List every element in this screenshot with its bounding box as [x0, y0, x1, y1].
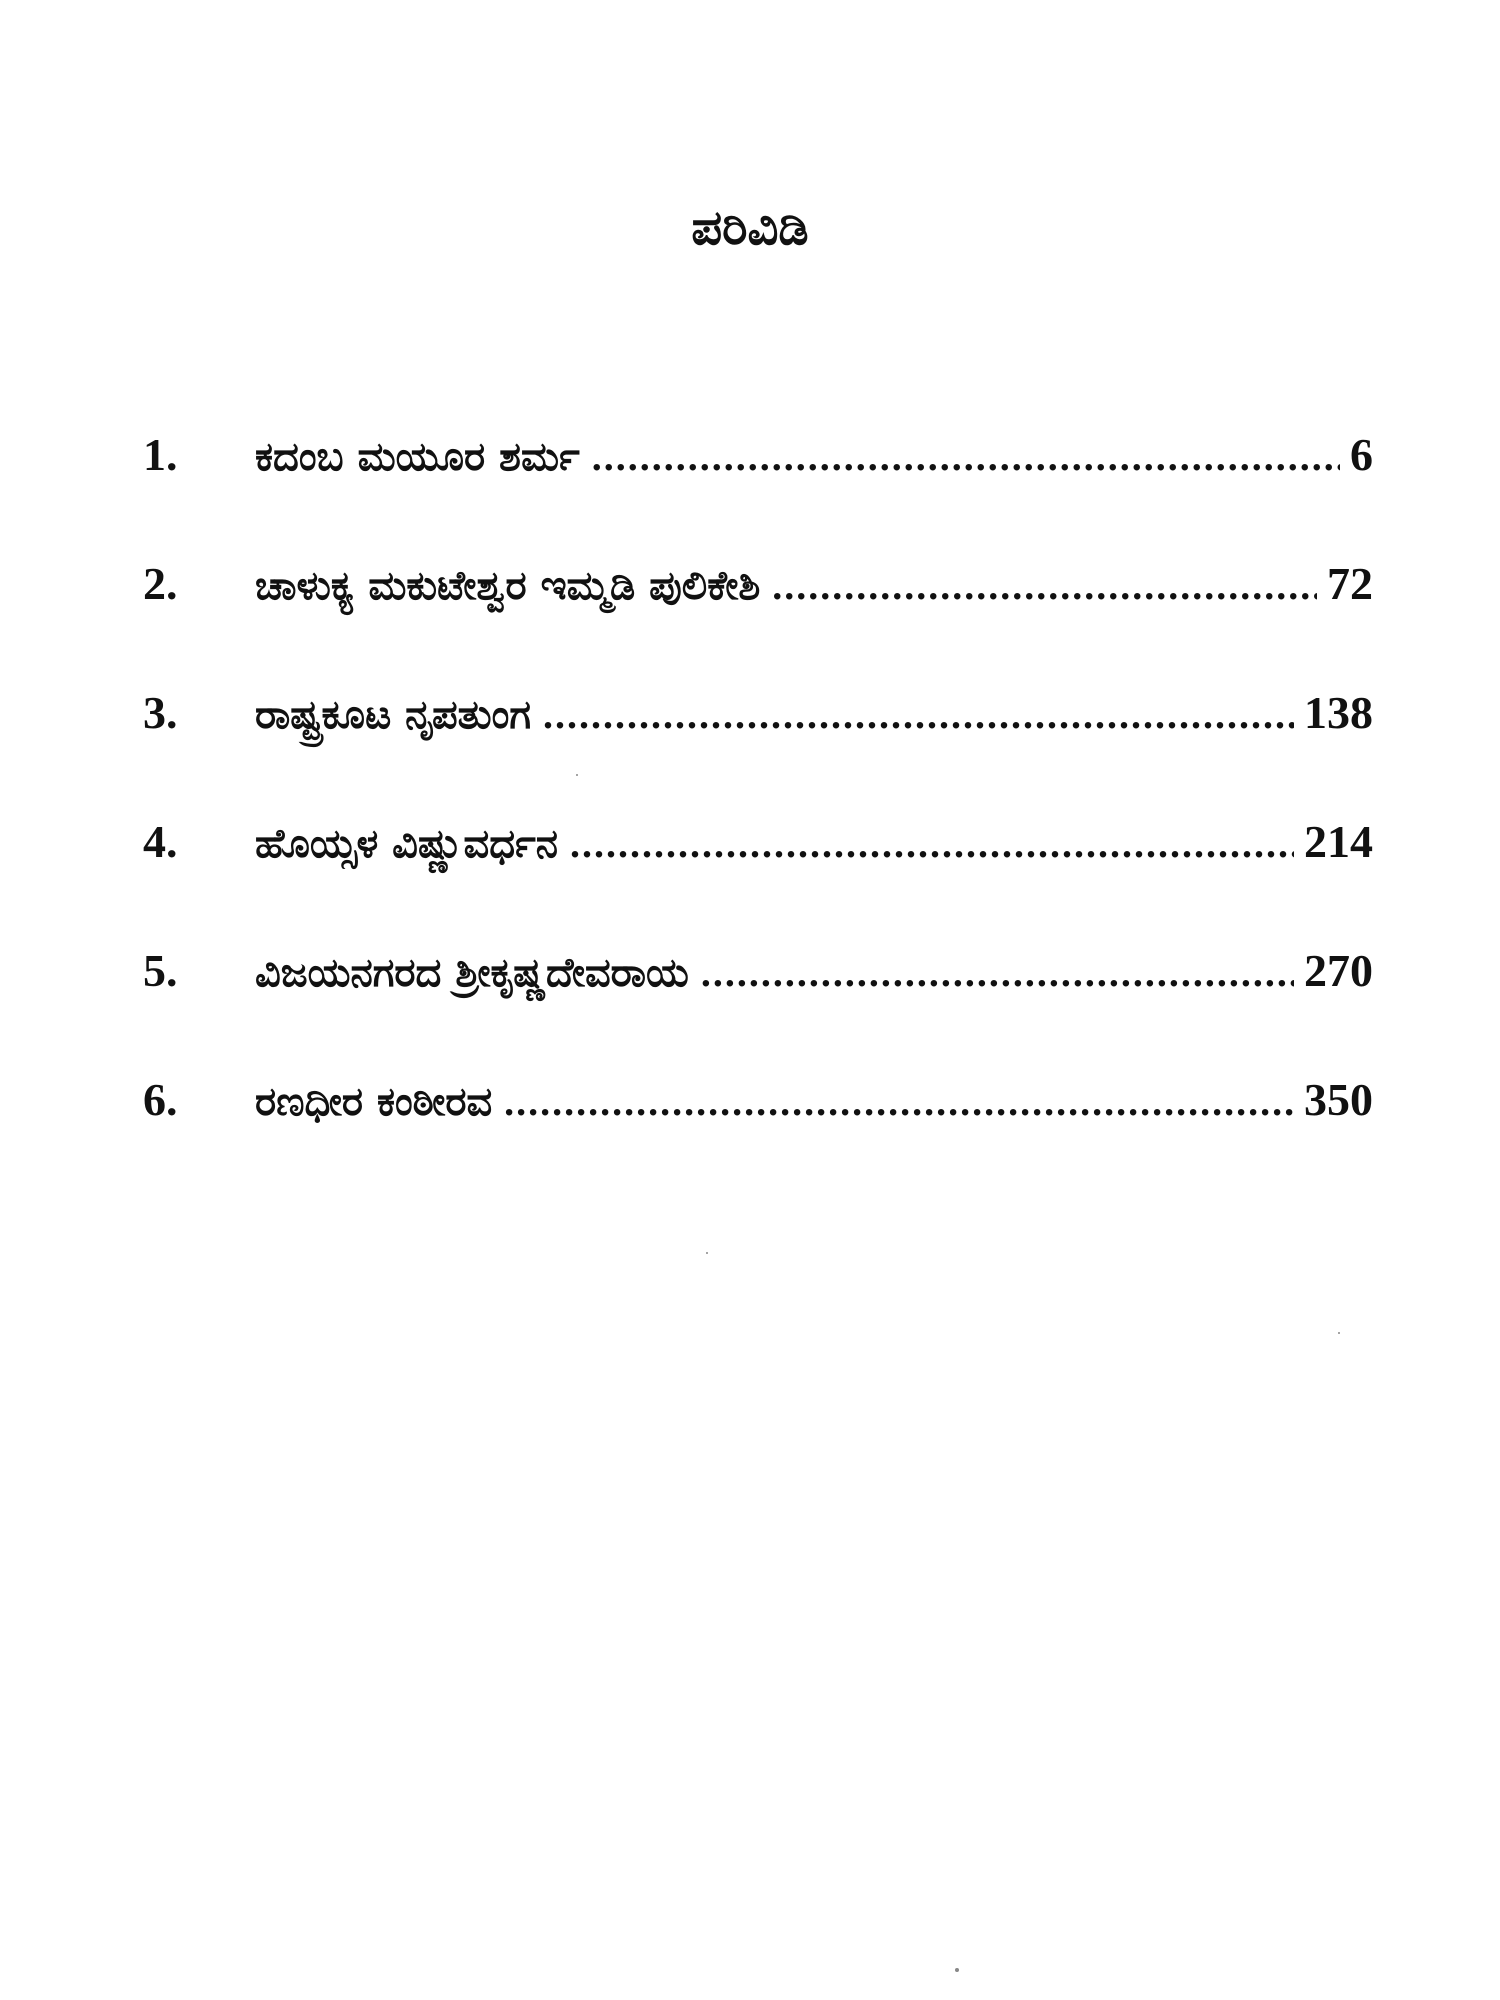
toc-entry [143, 428, 1373, 557]
dot-leader [504, 1078, 1294, 1125]
toc-entry [143, 1073, 1373, 1202]
entry-title: ಚಾಳುಕ್ಯ ಮಕುಟೇಶ್ವರ ಇಮ್ಮಡಿ ಪುಲಿಕೇಶಿ [255, 563, 761, 609]
dot-leader [543, 691, 1294, 738]
scan-speck [955, 1968, 959, 1972]
entry-number: 1. [143, 429, 178, 480]
dot-leader [772, 562, 1317, 609]
entry-number: 2. [143, 558, 178, 609]
entry-title: ಹೊಯ್ಸಳ ವಿಷ್ಣುವರ್ಧನ [255, 821, 559, 867]
entry-page-number: 350 [1304, 1074, 1373, 1125]
entry-page-number: 72 [1327, 558, 1373, 609]
entry-title: ಕದಂಬ ಮಯೂರ ಶರ್ಮ [255, 434, 580, 480]
entry-page-number: 138 [1304, 687, 1373, 738]
entry-title: ವಿಜಯನಗರದ ಶ್ರೀಕೃಷ್ಣದೇವರಾಯ [255, 950, 689, 996]
toc-entry [143, 686, 1373, 815]
entry-title: ರಣಧೀರ ಕಂಠೀರವ [255, 1079, 493, 1125]
entry-number: 4. [143, 816, 178, 867]
entry-title: ರಾಷ್ಟ್ರಕೂಟ ನೃಪತುಂಗ [255, 692, 531, 738]
toc-entry [143, 944, 1373, 1073]
entry-number: 6. [143, 1074, 178, 1125]
scan-speck [576, 774, 578, 776]
entry-page-number: 270 [1304, 945, 1373, 996]
entry-page-number: 6 [1350, 429, 1373, 480]
dot-leader [592, 433, 1340, 480]
toc-entry [143, 815, 1373, 944]
dot-leader [701, 949, 1294, 996]
entry-number: 5. [143, 945, 178, 996]
scan-speck [1338, 1332, 1340, 1334]
dot-leader [570, 820, 1294, 867]
toc-list [143, 428, 1373, 1202]
toc-title: ಪರಿವಿಡಿ [691, 200, 809, 256]
entry-number: 3. [143, 687, 178, 738]
scan-speck [706, 1252, 708, 1254]
toc-entry [143, 557, 1373, 686]
entry-page-number: 214 [1304, 816, 1373, 867]
